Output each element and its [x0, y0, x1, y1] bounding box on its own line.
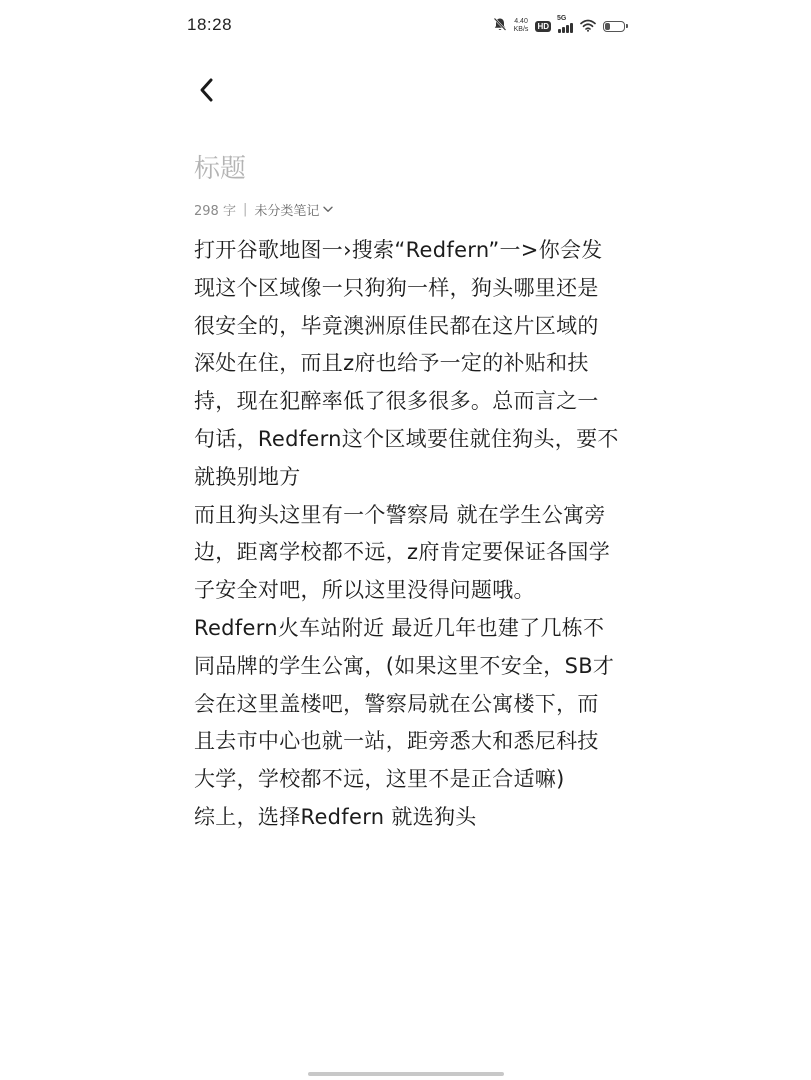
category-label: 未分类笔记: [254, 203, 320, 219]
note-body-editor[interactable]: 打开谷歌地图一›搜索“Redfern”一>你会发现这个区域像一只狗狗一样，狗头哪里还是很安全的，毕竟澳洲原佳民都在这片区域的深处在住，而且z府也给予一定的补贴和扶持，现在犯醉率低了很多很多。总而言之一句话，Redfern这个区域要住就住狗头，要不就换别地方 而且狗头这里有一个警察局 就在学生公寓旁边，距离学校都不远，z府肯定要保证各国学子安全对吧，所以这里没得问题哦。 Redfern火车站附近 最近几年也建了几栋不同品牌的学生公寓，(如果这里不安全，SB才会在这里盖楼吧，警察局就在公寓楼下，而且去市中心也就一站，距旁悉大和悉尼科技大学，学校都不远，这里不是正合适嘛) 综上，选择Redfern 就选狗头: [194, 238, 619, 829]
network-speed-value: 4.40: [514, 18, 528, 25]
status-time: 18:28: [187, 15, 233, 34]
word-count: 298 字: [194, 203, 236, 219]
battery-icon: [603, 21, 625, 32]
status-icons: [493, 16, 625, 36]
network-speed: [514, 18, 529, 34]
meta-divider: |: [242, 201, 248, 217]
chevron-down-icon: [323, 202, 333, 217]
note-title-input[interactable]: 标题: [194, 154, 247, 184]
wifi-icon: [580, 17, 596, 36]
cellular-signal-icon: [557, 15, 573, 33]
category-dropdown[interactable]: [254, 200, 333, 219]
home-indicator[interactable]: [308, 1072, 504, 1076]
chevron-left-icon: [197, 77, 215, 107]
hd-badge: HD: [537, 21, 549, 31]
network-speed-unit: KB/s: [513, 26, 529, 33]
back-button[interactable]: [190, 76, 222, 108]
bell-muted-icon: [493, 17, 507, 36]
battery-level: [605, 23, 610, 30]
status-bar: [0, 0, 811, 54]
signal-type-label: 5G: [557, 15, 567, 22]
note-meta: [194, 199, 333, 219]
